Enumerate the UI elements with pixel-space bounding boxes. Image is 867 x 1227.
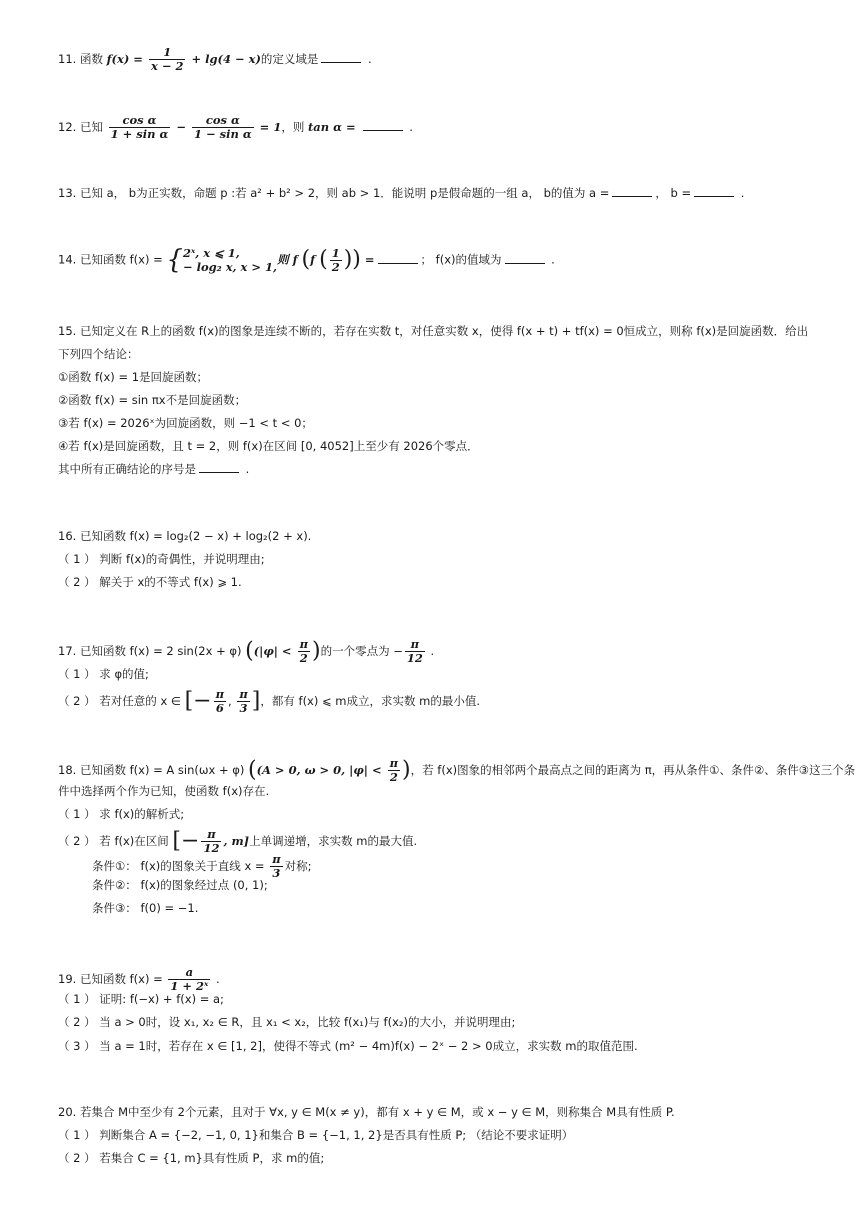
q17-frac-a: $\frac{\pi}{6}$ <box>215 687 225 715</box>
q18-paren-close: ) <box>402 757 411 783</box>
q12-tan: tan α = <box>307 120 360 134</box>
question-12 <box>58 114 413 141</box>
question-19 <box>58 966 220 993</box>
q14-eq: = <box>360 252 375 267</box>
q14-half: $\frac{1}{2}$ <box>331 245 340 274</box>
q11-ask: 的定义域是 <box>260 52 319 66</box>
q18-pi-half: $\frac{\pi}{2}$ <box>389 756 399 784</box>
q19-part-2: （ 2 ） 当 a > 0时，设 x₁, x₂ ∈ R，且 x₁ < x₂，比较 f(x₁)与 f(x₂)的大小，并说明理由; <box>58 1015 516 1029</box>
answer-blank <box>612 186 652 197</box>
question-13 <box>58 185 744 201</box>
q18-interval-end: , m] <box>223 834 250 848</box>
q13-end: . <box>737 186 745 200</box>
q11-text: 函数 <box>79 52 107 66</box>
q18-cond: (A > 0, ω > 0, |φ| < <box>256 763 386 777</box>
q17-p2-ask: ，都有 f(x) ⩽ m成立，求实数 m的最小值. <box>260 694 481 708</box>
q12-text: 已知 <box>79 120 107 134</box>
q17-interval-open: [− <box>184 688 212 714</box>
answer-blank <box>378 253 418 264</box>
q18-interval-open: [− <box>172 828 200 854</box>
question-18: 18. 已知函数 f(x) = A sin(ωx + φ) ((A > 0, ω > 0, |φ| < $\frac{\pi}{2}$ )，若 f(x)图象的相邻两个最高点之间的距离为 π，再从条件①、条件②、条件③这三个条 <box>58 756 856 784</box>
q11-log: + lg(4 − x) <box>187 52 261 66</box>
q18-text: 18. 已知函数 f(x) = A sin(ωx + φ) <box>58 763 248 777</box>
q12-end: . <box>405 120 413 134</box>
answer-blank <box>694 186 734 197</box>
q12-then: ，则 <box>281 120 308 134</box>
q17-frac-b: $\frac{\pi}{3}$ <box>239 687 248 715</box>
q12-fraction-1: $\frac{\text{cos α}}{\text{1 + sin α}}$ <box>110 113 169 141</box>
q18-condition-1 <box>92 853 312 880</box>
q18-cond1-text: 条件①： f(x)的图象关于直线 x = <box>92 859 269 873</box>
q17-part-1: （ 1 ） 求 φ的值; <box>58 667 149 681</box>
q18-cond1-end: 对称; <box>284 859 312 873</box>
question-20: 20. 若集合 M中至少有 2个元素，且对于 ∀x, y ∈ M(x ≠ y)，都有 x + y ∈ M，或 x − y ∈ M，则称集合 M具有性质 P. <box>58 1105 675 1119</box>
q20-part-2: （ 2 ） 若集合 C = {1, m}具有性质 P，求 m的值; <box>58 1151 325 1165</box>
q17-pi-half: $\frac{\pi}{2}$ <box>299 637 308 665</box>
question-16: 16. 已知函数 f(x) = log₂(2 − x) + log₂(2 + x). <box>58 529 312 543</box>
q12-fraction-2: $\frac{\text{cos α}}{\text{1 − sin α}}$ <box>193 113 252 141</box>
q18-text-b: ，若 f(x)图象的相邻两个最高点之间的距离为 π，再从条件①、条件②、条件③这三个条 <box>410 763 856 777</box>
q18-part-2 <box>58 828 417 855</box>
q15-conclusion-2: ②函数 f(x) = sin πx不是回旋函数； <box>58 393 247 407</box>
q18-cond1-frac: $\frac{\pi}{3}$ <box>272 852 281 880</box>
q18-p2-text: （ 2 ） 若 f(x)在区间 <box>58 834 173 848</box>
q19-end: . <box>212 972 220 986</box>
question-15-line-1: 15. 已知定义在 R上的函数 f(x)的图象是连续不断的，若存在实数 t，对任意实数 x，使得 f(x + t) + tf(x) = 0恒成立，则称 f(x)是回旋函数．给出 <box>58 324 809 338</box>
q17-interval-close: ] <box>251 688 261 714</box>
q12-number: 12. <box>58 120 80 134</box>
q19-text: 19. 已知函数 f(x) = <box>58 972 167 986</box>
q17-part-2 <box>58 688 480 715</box>
q14-range: ； f(x)的值域为 <box>420 252 502 267</box>
q15-ask-text: 其中所有正确结论的序号是 <box>58 462 196 476</box>
q14-piecewise: { 2ˣ, x ⩽ 1, − log₂ x, x > 1, <box>166 245 278 275</box>
q15-conclusion-4: ④若 f(x)是回旋函数，且 t = 2，则 f(x)在区间 [0, 4052]上至少有 2026个零点． <box>58 439 479 453</box>
question-15-line-2: 下列四个结论： <box>58 347 139 361</box>
q13-mid: ， b = <box>655 186 692 200</box>
q12-eq: = 1 <box>255 120 282 134</box>
question-17: 17. 已知函数 f(x) = 2 sin(2x + φ) ((|φ| < $\frac{\pi}{2}$ )的一个零点为 − $\frac{\pi}{12}$ . <box>58 637 435 665</box>
q11-fraction: $\frac{1}{x - 2}$ <box>150 45 184 73</box>
q19-fraction: $\frac{a}{\text{1 + 2ˣ}}$ <box>170 965 209 993</box>
q17-paren-close: ) <box>311 638 321 664</box>
answer-blank <box>321 52 361 63</box>
q14-composition: 则 f <box>277 252 302 267</box>
q13-text: 已知 a， b为正实数，命题 p :若 a² + b² > 2，则 ab > 1．能说明 p是假命题的一组 a， b的值为 a = <box>79 186 610 200</box>
question-14: 14. 已知函数 f(x) = { 2ˣ, x ⩽ 1, − log₂ x, x > 1, 则 f (f ( $\frac{1}{2}$ )) = ； f(x)的值域为 . <box>58 245 555 275</box>
q19-part-3: （ 3 ） 当 a = 1时，若存在 x ∈ [1, 2]，使得不等式 (m² − 4m)f(x) − 2ˣ − 2 > 0成立，求实数 m的取值范围. <box>58 1039 638 1053</box>
answer-blank <box>199 462 239 473</box>
q11-number: 11. <box>58 52 80 66</box>
q16-part-1: （ 1 ） 判断 f(x)的奇偶性，并说明理由; <box>58 552 265 566</box>
q14-text: 已知函数 f(x) = <box>79 252 167 267</box>
q17-text: 17. 已知函数 f(x) = 2 sin(2x + φ) <box>58 644 246 658</box>
q17-end: . <box>426 644 435 658</box>
question-11 <box>58 46 372 73</box>
q17-zero-frac: $\frac{\pi}{12}$ <box>406 637 423 665</box>
q13-number: 13. <box>58 186 80 200</box>
q11-end: . <box>364 52 372 66</box>
q15-conclusion-3: ③若 f(x) = 2026ˣ为回旋函数，则 −1 < t < 0； <box>58 416 313 430</box>
q18-part-1: （ 1 ） 求 f(x)的解析式; <box>58 807 185 821</box>
q18-frac-c: $\frac{\pi}{12}$ <box>203 827 220 855</box>
answer-blank <box>363 120 403 131</box>
q18-p2-ask: 上单调递增，求实数 m的最大值. <box>249 834 418 848</box>
q14-end: . <box>547 252 555 267</box>
q17-p2-text: （ 2 ） 若对任意的 x ∈ <box>58 694 185 708</box>
q15-end: . <box>242 462 250 476</box>
q17-zero-text: 的一个零点为 − <box>320 644 403 658</box>
q18-line-2: 件中选择两个作为已知，使函数 f(x)存在. <box>58 784 270 798</box>
q17-cond: (|φ| < <box>253 644 296 658</box>
answer-blank <box>505 253 545 264</box>
q16-part-2: （ 2 ） 解关于 x的不等式 f(x) ⩾ 1. <box>58 575 242 589</box>
q18-condition-2: 条件②： f(x)的图象经过点 (0, 1); <box>92 878 268 892</box>
q19-part-1: （ 1 ） 证明: f(−x) + f(x) = a; <box>58 992 224 1006</box>
q15-conclusion-1: ①函数 f(x) = 1是回旋函数； <box>58 370 209 384</box>
q18-condition-3: 条件③： f(0) = −1. <box>92 901 199 915</box>
q20-part-1: （ 1 ） 判断集合 A = {−2, −1, 0, 1}和集合 B = {−1, 1, 2}是否具有性质 P; （结论不要求证明） <box>58 1128 574 1142</box>
q12-minus: − <box>172 120 190 134</box>
q17-comma: , <box>228 694 236 708</box>
q11-fx: f(x) = <box>106 52 147 66</box>
q15-ask <box>58 461 249 477</box>
q14-number: 14. <box>58 252 80 267</box>
